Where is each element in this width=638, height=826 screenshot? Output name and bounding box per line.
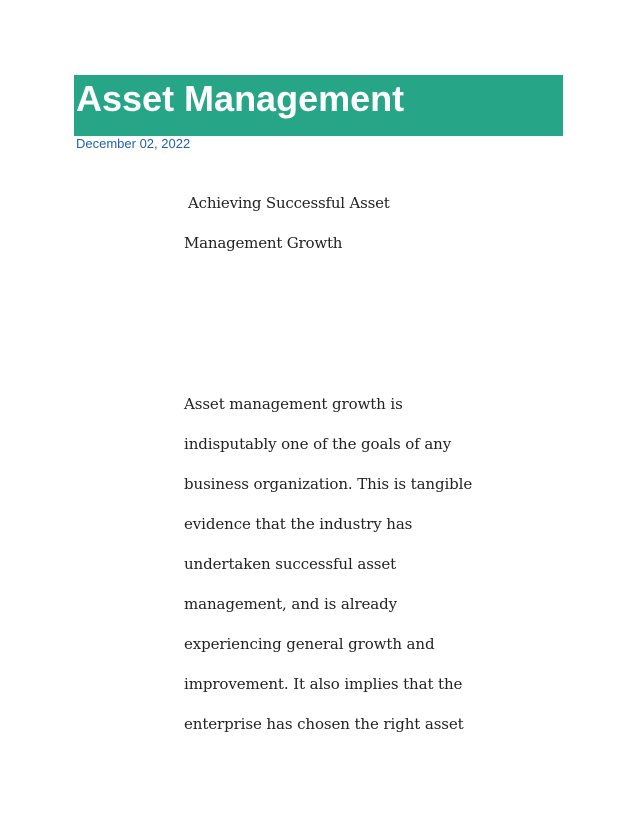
body-line: indisputably one of the goals of any	[184, 435, 452, 453]
body-line: management, and is already	[184, 595, 398, 613]
body-line: Asset management growth is	[184, 395, 403, 413]
article-body	[184, 384, 472, 744]
body-line: business organization. This is tangible	[184, 475, 473, 493]
body-line: evidence that the industry has	[184, 515, 413, 533]
page-title: Asset Management	[76, 78, 405, 119]
body-line: improvement. It also implies that the	[184, 675, 463, 693]
heading-line: Management Growth	[184, 234, 343, 252]
title-banner	[74, 75, 563, 136]
body-line: enterprise has chosen the right asset	[184, 715, 464, 733]
article-heading	[184, 183, 390, 263]
body-line: undertaken successful asset	[184, 555, 397, 573]
publish-date: December 02, 2022	[76, 136, 191, 151]
body-line: experiencing general growth and	[184, 635, 435, 653]
heading-line: Achieving Successful Asset	[188, 194, 390, 212]
